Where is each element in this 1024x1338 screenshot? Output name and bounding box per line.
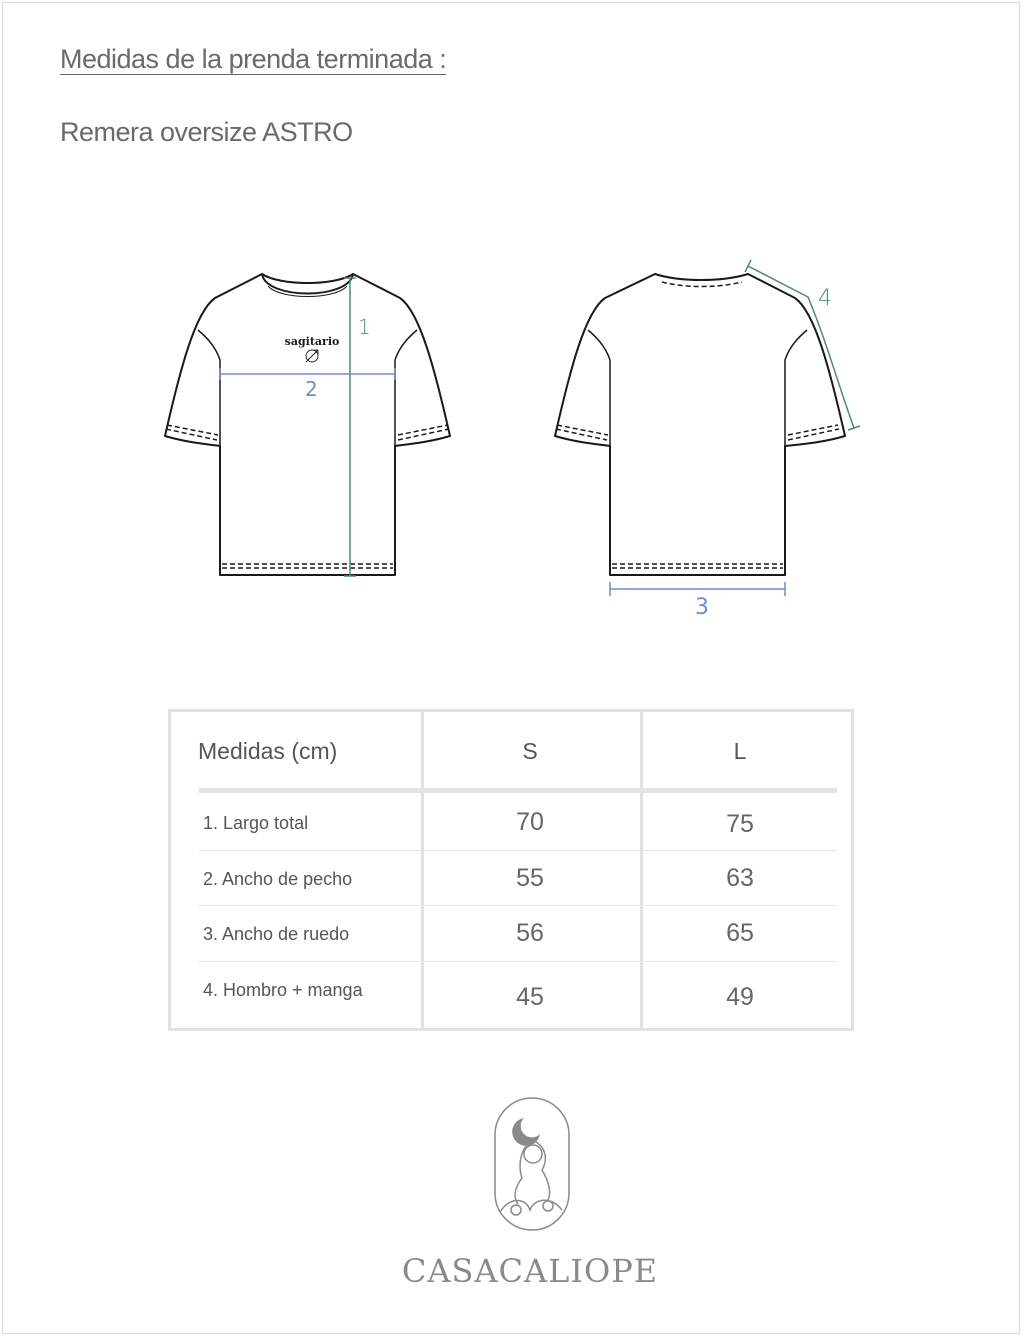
row-rule <box>199 961 837 962</box>
row-label-largo: 1. Largo total <box>203 813 309 833</box>
table-divider <box>421 712 424 1028</box>
row-value-l: 75 <box>726 810 754 838</box>
brand-name: CASACALIOPE <box>401 1252 659 1290</box>
table-divider <box>640 712 643 1028</box>
front-left-armhole <box>198 330 220 446</box>
row-label-pecho: 2. Ancho de pecho <box>203 869 353 889</box>
measure-2-label: 2 <box>305 377 318 401</box>
header-rule <box>199 788 837 793</box>
row-value-l: 63 <box>726 864 754 892</box>
back-left-armhole <box>588 330 610 446</box>
size-table <box>168 709 854 1031</box>
sagittarius-symbol-icon <box>306 350 318 362</box>
table-header-label: Medidas (cm) <box>198 738 338 764</box>
measure-1-line <box>344 278 356 576</box>
table-header-size-l: L <box>733 738 747 764</box>
measure-4-line <box>745 260 860 430</box>
row-value-l: 49 <box>726 983 754 1011</box>
table-header-size-s: S <box>522 738 538 764</box>
print-text: sagitario <box>284 335 340 348</box>
row-label-ruedo: 3. Ancho de ruedo <box>203 924 350 944</box>
row-rule <box>199 905 837 906</box>
garment-diagram <box>0 0 1024 660</box>
back-right-armhole <box>785 330 807 446</box>
row-label-hombro: 4. Hombro + manga <box>203 980 363 1000</box>
back-collar-stitch <box>662 282 742 287</box>
front-right-armhole <box>395 330 417 446</box>
front-tshirt <box>165 274 450 575</box>
row-value-s: 45 <box>516 983 544 1011</box>
row-value-s: 70 <box>516 808 544 836</box>
product-name: Remera oversize ASTRO <box>60 117 353 147</box>
row-rule <box>199 850 837 851</box>
row-value-l: 65 <box>726 919 754 947</box>
measure-3-line <box>610 582 785 596</box>
row-value-s: 56 <box>516 919 544 947</box>
front-body-outline <box>165 274 450 575</box>
back-body-outline <box>555 274 845 575</box>
measure-4-label: 4 <box>818 286 832 311</box>
back-tshirt <box>555 274 845 575</box>
page-title: Medidas de la prenda terminada : <box>60 44 447 74</box>
row-value-s: 55 <box>516 864 544 892</box>
measure-3-label: 3 <box>695 595 709 620</box>
measure-1-label: 1 <box>358 315 371 339</box>
